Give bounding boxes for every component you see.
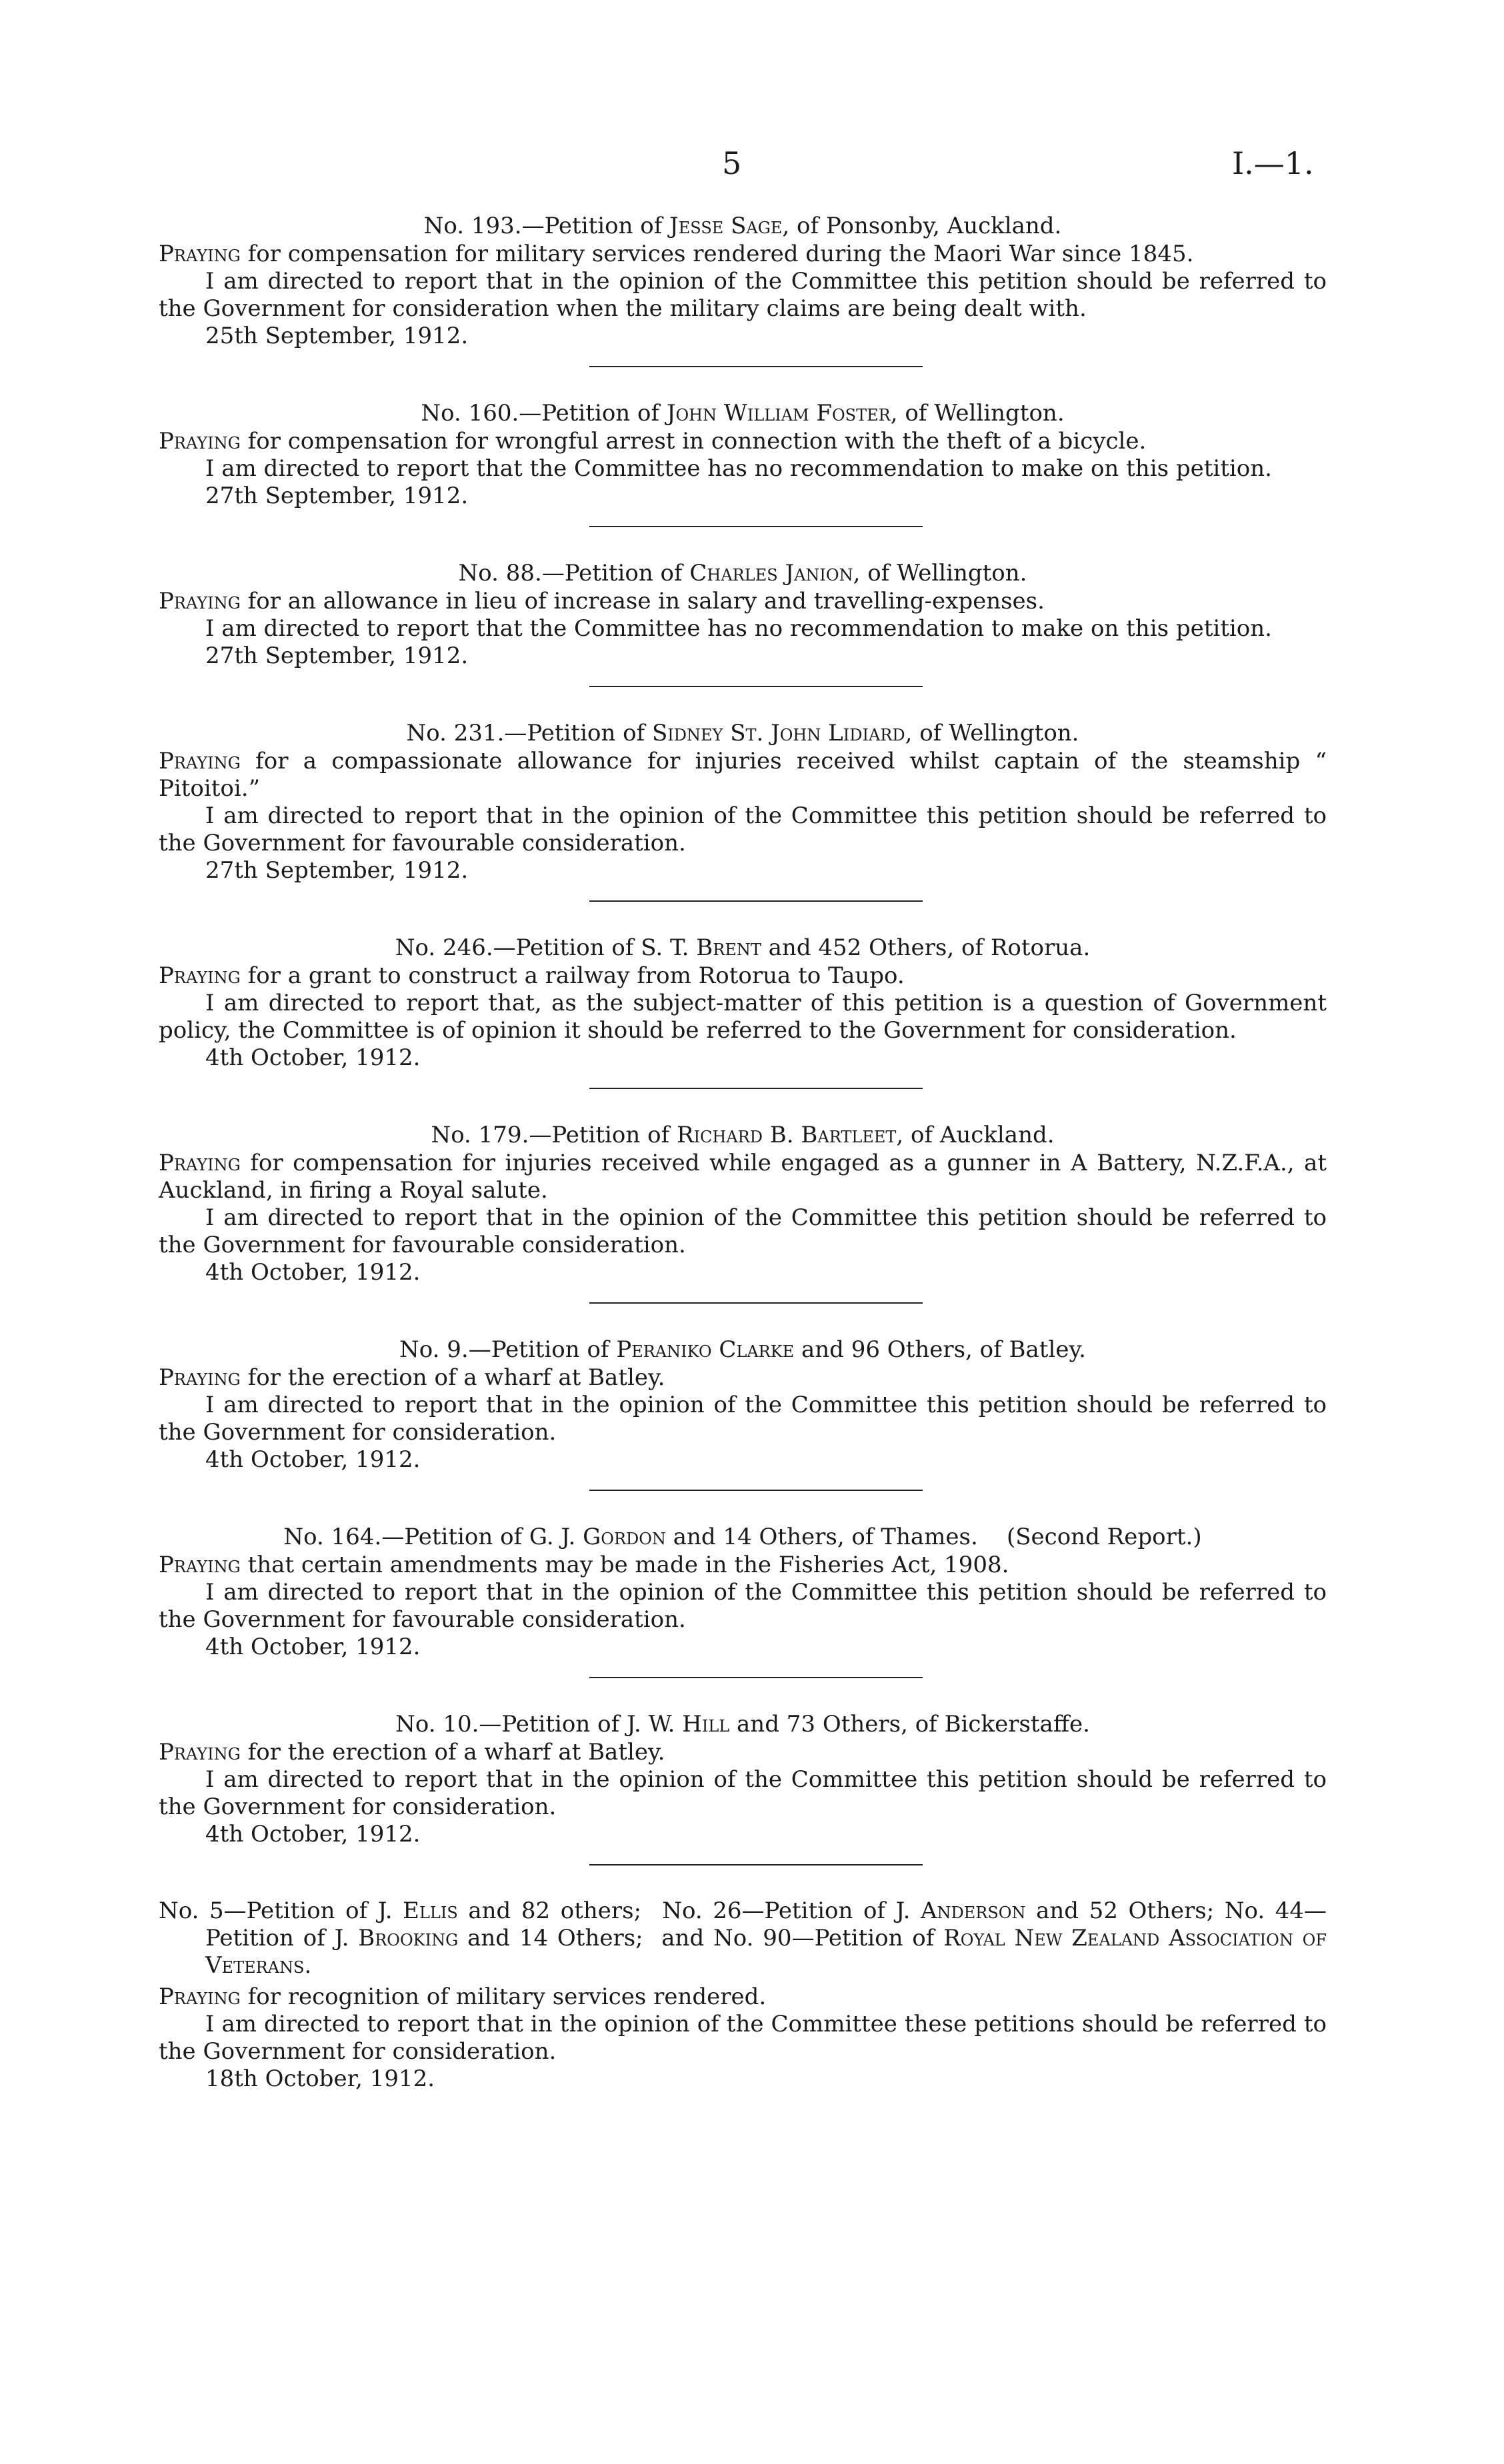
section-divider — [589, 1302, 923, 1304]
section-divider — [589, 366, 923, 367]
committee-report: I am directed to report that in the opinion of the Committee this petition should be referred to the Government for consideration when the military claims are being dealt with. — [159, 268, 1327, 322]
report-date: 4th October, 1912. — [205, 1446, 421, 1473]
petitioner-name: Jesse Sage — [669, 213, 783, 239]
petition-praying: Praying for compensation for military services rendered during the Maori War since 1845. — [159, 241, 1194, 267]
document-reference: I.—1. — [1232, 145, 1314, 181]
section-divider — [589, 900, 923, 902]
section-divider — [589, 1677, 923, 1678]
petitioner-name: Hill — [682, 1711, 730, 1738]
petition-praying: Praying for a grant to construct a railway from Rotorua to Taupo. — [159, 962, 905, 989]
petitioner-name: John William Foster — [666, 400, 891, 427]
committee-report: I am directed to report that in the opinion of the Committee this petition should be referred to the Government for favourable consideration. — [159, 1204, 1327, 1258]
petitioner-name: Anderson — [920, 1897, 1026, 1924]
petition-entry — [159, 399, 1327, 527]
combined-petition-title: No. 5—Petition of J. Ellis and 82 others; No. 26—Petition of J. Anderson and 52 Others; No. 44—Petition of J. Brooking and 14 Others; and No. 90—Petition of Royal New Zealand Association of Veterans. — [159, 1897, 1327, 1979]
report-date: 4th October, 1912. — [205, 1044, 421, 1071]
petition-praying: Praying for compensation for injuries received while engaged as a gunner in A Battery, N.Z.F.A., at Auckland, in firing a Royal salute. — [159, 1150, 1327, 1204]
petition-entry — [159, 1523, 1327, 1678]
committee-report: I am directed to report that in the opinion of the Committee this petition should be referred to the Government for consideration. — [159, 1766, 1327, 1820]
petition-praying: Praying for compensation for wrongful arrest in connection with the theft of a bicycle. — [159, 428, 1147, 455]
report-date: 4th October, 1912. — [205, 1821, 421, 1848]
petition-entry — [159, 1710, 1327, 1865]
report-date: 27th September, 1912. — [205, 642, 469, 669]
petition-entry — [159, 1121, 1327, 1304]
petition-praying: Praying for recognition of military services rendered. — [159, 1983, 767, 2010]
petition-entry — [159, 212, 1327, 367]
report-date: 27th September, 1912. — [205, 483, 469, 509]
committee-report: I am directed to report that the Committee has no recommendation to make on this petition. — [205, 455, 1272, 482]
petition-praying: Praying for a compassionate allowance for injuries received whilst captain of the steamship “ Pitoitoi.” — [159, 748, 1327, 802]
combined-petition-entry — [159, 1897, 1327, 2093]
petitioner-name: Ellis — [403, 1897, 458, 1924]
page-header — [0, 145, 1504, 192]
petition-entry — [159, 1336, 1327, 1491]
petition-title: No. 193.—Petition of Jesse Sage, of Ponsonby, Auckland. — [423, 213, 1062, 239]
section-divider — [589, 686, 923, 687]
petition-title: No. 179.—Petition of Richard B. Bartleet, of Auckland. — [431, 1122, 1055, 1148]
petitioner-name: Royal New Zealand Association of Veterans — [205, 1925, 1327, 1979]
committee-report: I am directed to report that, as the subject-matter of this petition is a question of Government policy, the Committee is of opinion it should be referred to the Government for consideration. — [159, 990, 1327, 1044]
report-date: 4th October, 1912. — [205, 1634, 421, 1660]
petition-title: No. 10.—Petition of J. W. Hill and 73 Others, of Bickerstaffe. — [395, 1711, 1090, 1738]
petition-entry — [159, 934, 1327, 1089]
petition-entry — [159, 719, 1327, 902]
petitioner-name: Richard B. Bartleet — [676, 1122, 897, 1148]
petitioner-name: Gordon — [583, 1524, 666, 1550]
petition-list — [159, 212, 1327, 2093]
petition-title: No. 9.—Petition of Peraniko Clarke and 96 Others, of Batley. — [399, 1336, 1086, 1363]
petition-praying: Praying for an allowance in lieu of increase in salary and travelling-expenses. — [159, 588, 1045, 615]
petition-praying: Praying for the erection of a wharf at Batley. — [159, 1739, 665, 1766]
page-number: 5 — [722, 145, 742, 181]
petition-title: No. 160.—Petition of John William Foster, of Wellington. — [421, 400, 1065, 427]
petition-entry — [159, 559, 1327, 687]
committee-report: I am directed to report that the Committee has no recommendation to make on this petition. — [205, 615, 1272, 642]
petitioner-name: Sidney St. John Lidiard — [652, 720, 905, 746]
petition-praying: Praying for the erection of a wharf at Batley. — [159, 1364, 665, 1391]
petitioner-name: S. T. Brent — [641, 934, 761, 961]
petitioner-name: Charles Janion — [689, 560, 853, 587]
petitioner-name: Peraniko Clarke — [616, 1336, 795, 1363]
petition-title: No. 164.—Petition of G. J. Gordon and 14 Others, of Thames. (Second Report.) — [283, 1524, 1202, 1550]
committee-report: I am directed to report that in the opinion of the Committee this petition should be referred to the Government for favourable consideration. — [159, 1579, 1327, 1633]
section-divider — [589, 1088, 923, 1089]
petition-title: No. 231.—Petition of Sidney St. John Lidiard, of Wellington. — [406, 720, 1079, 746]
petition-praying: Praying that certain amendments may be made in the Fisheries Act, 1908. — [159, 1552, 1009, 1578]
report-date: 4th October, 1912. — [205, 1259, 421, 1286]
report-date: 18th October, 1912. — [205, 2065, 435, 2092]
petition-title: No. 246.—Petition of S. T. Brent and 452 Others, of Rotorua. — [395, 934, 1091, 961]
report-date: 25th September, 1912. — [205, 323, 469, 349]
petition-title: No. 88.—Petition of Charles Janion, of Wellington. — [458, 560, 1027, 587]
section-divider — [589, 526, 923, 527]
committee-report: I am directed to report that in the opinion of the Committee these petitions should be referred to the Government for consideration. — [159, 2011, 1327, 2065]
report-date: 27th September, 1912. — [205, 857, 469, 884]
section-divider — [589, 1490, 923, 1491]
committee-report: I am directed to report that in the opinion of the Committee this petition should be referred to the Government for consideration. — [159, 1392, 1327, 1446]
committee-report: I am directed to report that in the opinion of the Committee this petition should be referred to the Government for favourable consideration. — [159, 802, 1327, 856]
section-divider — [589, 1864, 923, 1865]
petitioner-name: Brooking — [358, 1925, 459, 1951]
